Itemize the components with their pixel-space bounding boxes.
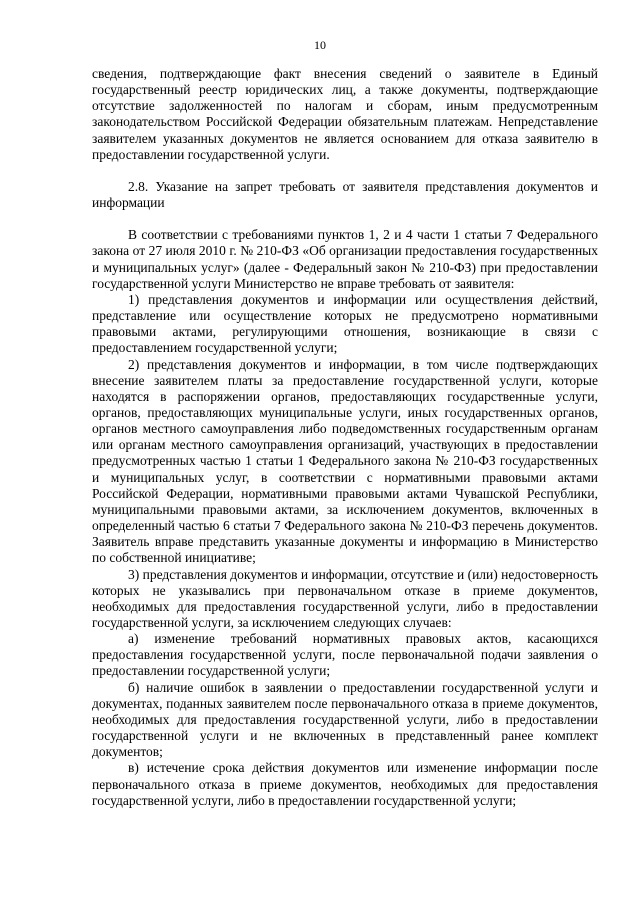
sub-item-a: а) изменение требований нормативных правовых актов, касающихся предоставления государственной услуги, после первоначальной подачи заявления о предоставлении государственной услуги; — [92, 631, 598, 679]
section-heading-2-8: 2.8. Указание на запрет требовать от заявителя представления документов и информации — [92, 178, 598, 211]
sub-item-v: в) истечение срока действия документов или изменение информации после первоначального отказа в приеме документов, необходимых для предоставления государственной услуги, либо в предоставлении государственной услуги; — [92, 760, 598, 808]
page-number: 10 — [314, 38, 326, 52]
paragraph-intro: В соответствии с требованиями пунктов 1, 2 и 4 части 1 статьи 7 Федерального закона от 27 июля 2010 г. № 210-ФЗ «Об организации предоставления государственных и муниципальных услуг» (далее - Федеральный закон № 210-ФЗ) при предоставлении государственной услуги Министерство не вправе требовать от заявителя: — [92, 227, 598, 291]
list-item-2: 2) представления документов и информации, в том числе подтверждающих внесение заявителем платы за предоставление государственной услуги, которые находятся в распоряжении органов, предоставляющих государственные услуги, органов, предоставляющих муниципальные услуги, иных государственных органов, органов местного самоуправления либо подведомственных государственным органам или органам местного самоуправления организаций, участвующих в предоставлении предусмотренных частью 1 статьи 1 Федерального закона № 210-ФЗ государственных и муниципальных услуг, в соответствии с нормативными правовыми актами Российской Федерации, нормативными правовыми актами Чувашской Республики, муниципальными правовыми актами, за исключением документов, включенных в определенный частью 6 статьи 7 Федерального закона № 210-ФЗ перечень документов. Заявитель вправе представить указанные документы и информацию в Министерство по собственной инициативе; — [92, 356, 598, 566]
sub-item-b: б) наличие ошибок в заявлении о предоставлении государственной услуги и документах, поданных заявителем после первоначального отказа в приеме документов, необходимых для предоставления государственной услуги, либо в предоставлении государственной услуги и не включенных в представленный ранее комплект документов; — [92, 679, 598, 760]
list-item-3: 3) представления документов и информации, отсутствие и (или) недостоверность которых не указывались при первоначальном отказе в приеме документов, необходимых для предоставления государственной услуги, либо в предоставлении государственной услуги, за исключением следующих случаев: — [92, 566, 598, 630]
paragraph-continuation: сведения, подтверждающие факт внесения сведений о заявителе в Единый государственный реестр юридических лиц, а также документы, подтверждающие отсутствие задолженностей по налогам и сборам, иным предусмотренным законодательством Российской Федерации обязательным платежам. Непредставление заявителем указанных документов не является основанием для отказа заявителю в предоставлении государственной услуги. — [92, 66, 598, 162]
document-body — [92, 66, 598, 809]
list-item-1: 1) представления документов и информации или осуществления действий, представление или осуществление которых не предусмотрено нормативными правовыми актами, регулирующими отношения, возникающие в связи с предоставлением государственной услуги; — [92, 291, 598, 356]
